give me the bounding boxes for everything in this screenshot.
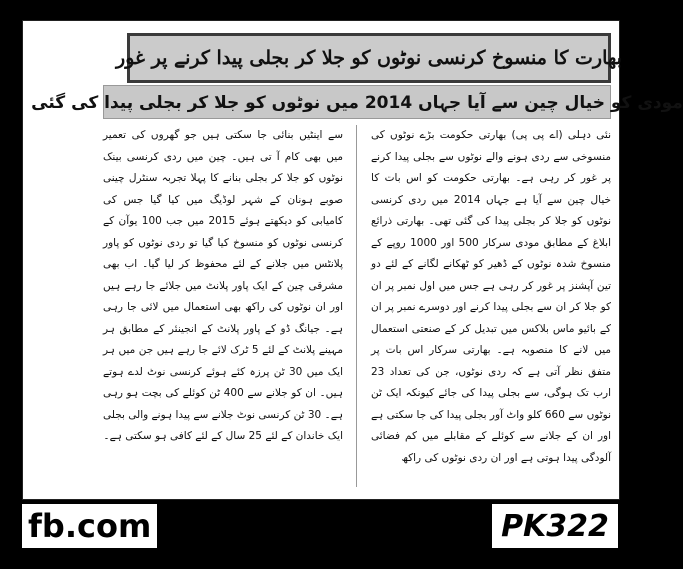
paragraph-right: نئی دہلی (اے پی پی) بھارتی حکومت بڑے نوٹوں کی منسوخی سے ردی ہونے والے نوٹوں سے بجلی پیدا کرنے پر غور کر رہی ہے۔ بھارتی حکومت کو اس بات کا خیال چین سے آیا ہے جہاں 2014 میں ردی کرنسی نوٹوں کو جلا کر بجلی پیدا کی گئی تھی۔ بھارتی ذرائع ابلاغ کے مطابق مودی سرکار 500 اور 1000 روپے کے منسوخ شدہ نوٹوں کے ڈھیر کو ٹھکانے لگانے کے لئے دو تین آپشنز پر غور کر رہی ہے جس میں اول نمبر پر ان کو جلا کر ان سے بجلی پیدا کرنے اور دوسرے نمبر پر ان کے بائیو ماس بلاکس میں تبدیل کر کے صنعتی استعمال میں لانے کا منصوبہ ہے۔ بھارتی سرکار اس بات پر متفق نظر آتی ہے کہ ردی نوٹوں، جن کی تعداد 23 ارب تک ہوگی، سے بجلی پیدا کی جائے کیونکہ ایک ٹن نوٹوں سے 660 کلو واٹ آور بجلی پیدا کی جا سکتی ہے اور ان کے جلانے سے کوئلے کے مقابلے میں کم فضائی آلودگی پیدا ہوتی ہے اور ان ردی نوٹوں کی راکھ: [371, 129, 611, 464]
subheadline: مودی کو خیال چین سے آیا جہاں 2014 میں نوٹوں کو جلا کر بجلی پیدا کی گئی: [103, 85, 611, 119]
headline: بھارت کا منسوخ کرنسی نوٹوں کو جلا کر بجلی پیدا کرنے پر غور: [127, 33, 611, 83]
article-body: [103, 125, 611, 487]
article-column-left: [103, 125, 343, 487]
footer-source-label: fb.com: [22, 504, 157, 548]
footer-tag-label: PK322: [492, 504, 618, 548]
paragraph-left: سے اینٹیں بنائی جا سکتی ہیں جو گھروں کی تعمیر میں بھی کام آ تی ہیں۔ چین میں ردی کرنسی بینک نوٹوں کو جلا کر بجلی بنانے کا پہلا تجربہ سنٹرل چینی صوبے ہونان کے شہر لوڈیگ میں کیا گیا جس کی کامیابی کو دیکھتے ہوئے 2015 میں جب 100 یوآن کے کرنسی نوٹوں کو منسوخ کیا گیا تو ردی نوٹوں کو پاور پلانٹس میں جلانے کے لئے محفوظ کر لیا گیا۔ اب بھی مشرقی چین کے ایک پاور پلانٹ میں جلائے جا رہے ہیں اور ان نوٹوں کی راکھ بھی استعمال میں لائی جا رہی ہے۔ جیانگ ڈو کے پاور پلانٹ کے انجینئر کے مطابق ہر مہینے پلانٹ کے لئے 5 ٹرک لائے جا رہے ہیں جن میں ہر ایک میں 30 ٹن پرزہ کئے ہوئے کرنسی نوٹ لدے ہوتے ہیں۔ ان کو جلانے سے 400 ٹن کوئلے کی بچت ہو رہی ہے۔ 30 ٹن کرنسی نوٹ جلانے سے پیدا ہونے والی بجلی ایک خاندان کے لئے 25 سال کے لئے کافی ہو سکتی ہے۔: [102, 129, 344, 442]
news-clipping: [22, 20, 683, 500]
article-column-right: [371, 125, 611, 487]
column-divider: [356, 125, 357, 487]
